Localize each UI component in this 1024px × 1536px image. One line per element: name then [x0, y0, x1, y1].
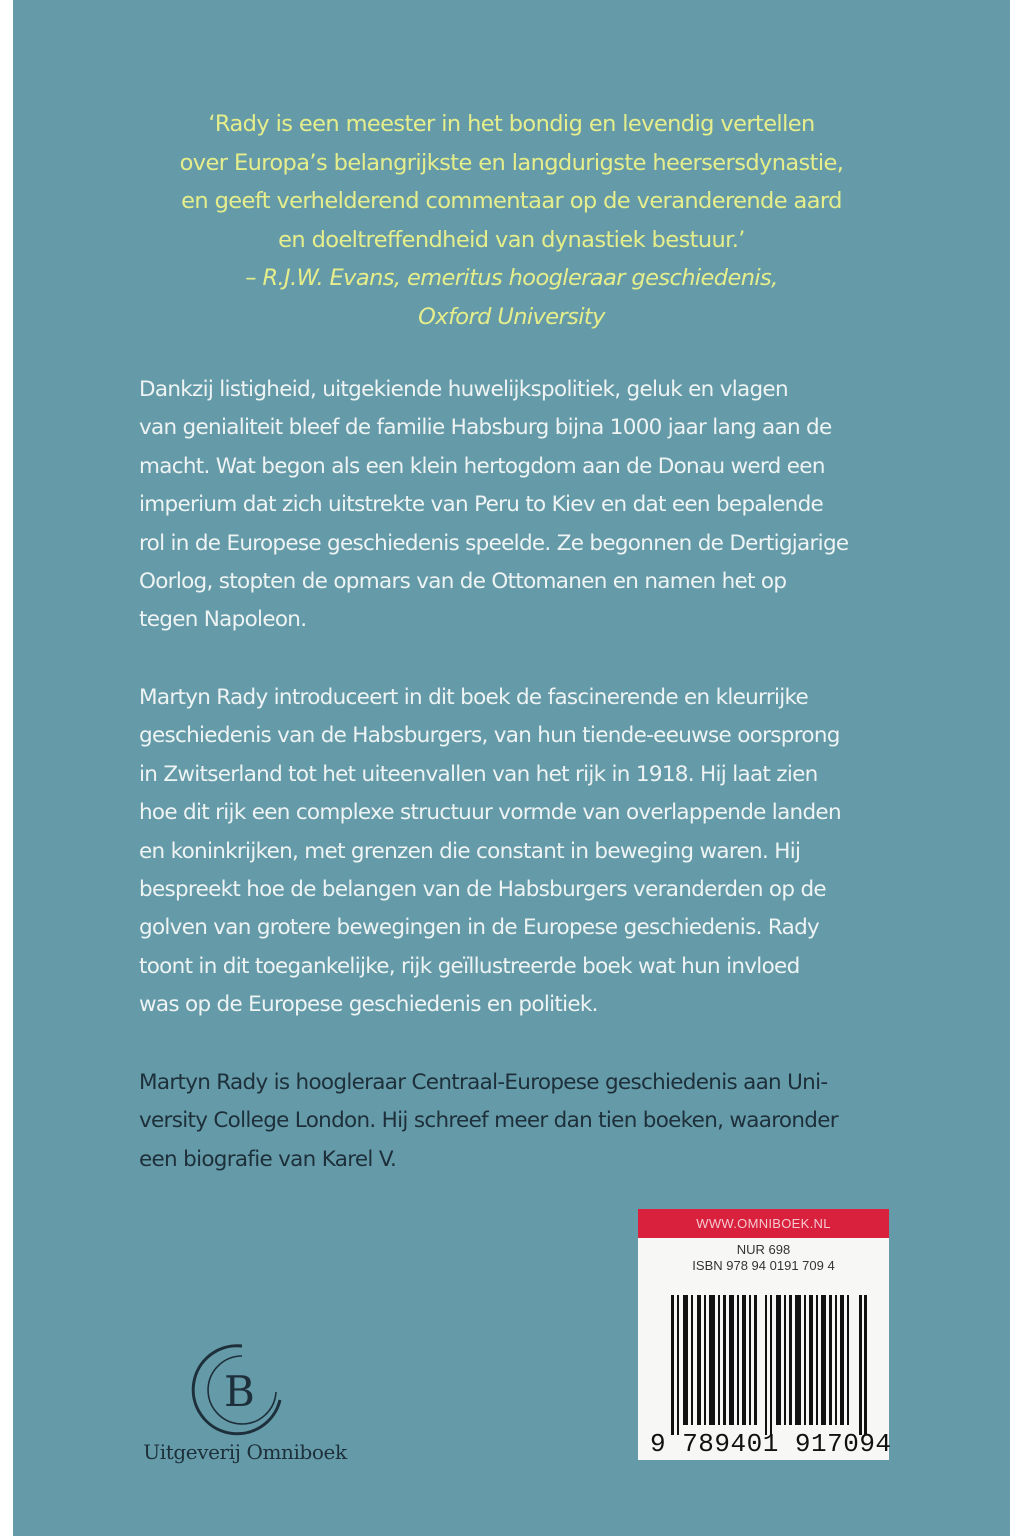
- text-line: Martyn Rady is hoogleraar Centraal-Europese geschiedenis aan Uni-: [139, 1070, 828, 1095]
- text-line: macht. Wat begon als een klein hertogdom aan de Donau werd een: [139, 453, 825, 479]
- text-line: imperium dat zich uitstrekte van Peru to Kiev en dat een bepalende: [139, 492, 824, 518]
- quote-line: en doeltreffendheid van dynastiek bestuur.’: [278, 226, 745, 253]
- text-line: versity College London. Hij schreef meer dan tien boeken, waaronder: [139, 1108, 838, 1134]
- text-line: Oorlog, stopten de opmars van de Ottomanen en namen het op: [139, 569, 787, 595]
- publisher-name: Uitgeverij Omniboek: [143, 1440, 347, 1464]
- text-line: bespreekt hoe de belangen van de Habsburgers veranderden op de: [139, 877, 826, 903]
- quote-line: over Europa’s belangrijkste en langdurigste heersersdynastie,: [179, 149, 844, 176]
- author-bio: [139, 1064, 879, 1179]
- publisher-website: WWW.OMNIBOEK.NL: [638, 1209, 889, 1238]
- publisher-logo: [135, 1340, 355, 1480]
- text-line: was op de Europese geschiedenis en politiek.: [139, 992, 598, 1018]
- text-line: en koninkrijken, met grenzen die constant in beweging waren. Hij: [139, 838, 801, 864]
- text-line: een biografie van Karel V.: [139, 1146, 397, 1172]
- text-line: golven van grotere bewegingen in de Europese geschiedenis. Rady: [139, 915, 820, 941]
- barcode-icon: [671, 1295, 867, 1435]
- quote-attribution: Oxford University: [418, 303, 605, 330]
- text-line: Martyn Rady introduceert in dit boek de fascinerende en kleurrijke: [139, 685, 809, 710]
- barcode-digits: 9 789401 917094: [650, 1429, 892, 1459]
- blurb-paragraph-1: [139, 371, 879, 640]
- text-line: geschiedenis van de Habsburgers, van hun tiende-eeuwse oorsprong: [139, 723, 840, 749]
- quote-line: en geeft verhelderend commentaar op de veranderende aard: [181, 188, 842, 214]
- text-line: tegen Napoleon.: [139, 607, 307, 633]
- text-line: Dankzij listigheid, uitgekiende huwelijkspolitiek, geluk en vlagen: [139, 377, 788, 402]
- text-line: van genialiteit bleef de familie Habsburg bijna 1000 jaar lang aan de: [139, 415, 832, 441]
- text-line: hoe dit rijk een complexe structuur vormde van overlappende landen: [139, 800, 841, 826]
- quote-line: ‘Rady is een meester in het bondig en levendig vertellen: [208, 111, 815, 137]
- quote-attribution: – R.J.W. Evans, emeritus hoogleraar geschiedenis,: [245, 265, 778, 291]
- blurb-paragraph-2: [139, 679, 879, 1025]
- text-line: toont in dit toegankelijke, rijk geïllustreerde boek wat hun invloed: [139, 953, 800, 979]
- text-line: rol in de Europese geschiedenis speelde. Ze begonnen de Dertigjarige: [139, 530, 849, 556]
- review-quote: [13, 105, 1010, 336]
- isbn-number: ISBN 978 94 0191 709 4: [692, 1258, 835, 1273]
- nur-code: NUR 698: [736, 1242, 791, 1257]
- book-back-cover: [13, 0, 1010, 1536]
- text-line: in Zwitserland tot het uiteenvallen van het rijk in 1918. Hij laat zien: [139, 761, 818, 787]
- omniboek-logo-icon: [180, 1340, 310, 1440]
- svg-text:B: B: [224, 1367, 255, 1416]
- isbn-barcode-label: [638, 1209, 892, 1460]
